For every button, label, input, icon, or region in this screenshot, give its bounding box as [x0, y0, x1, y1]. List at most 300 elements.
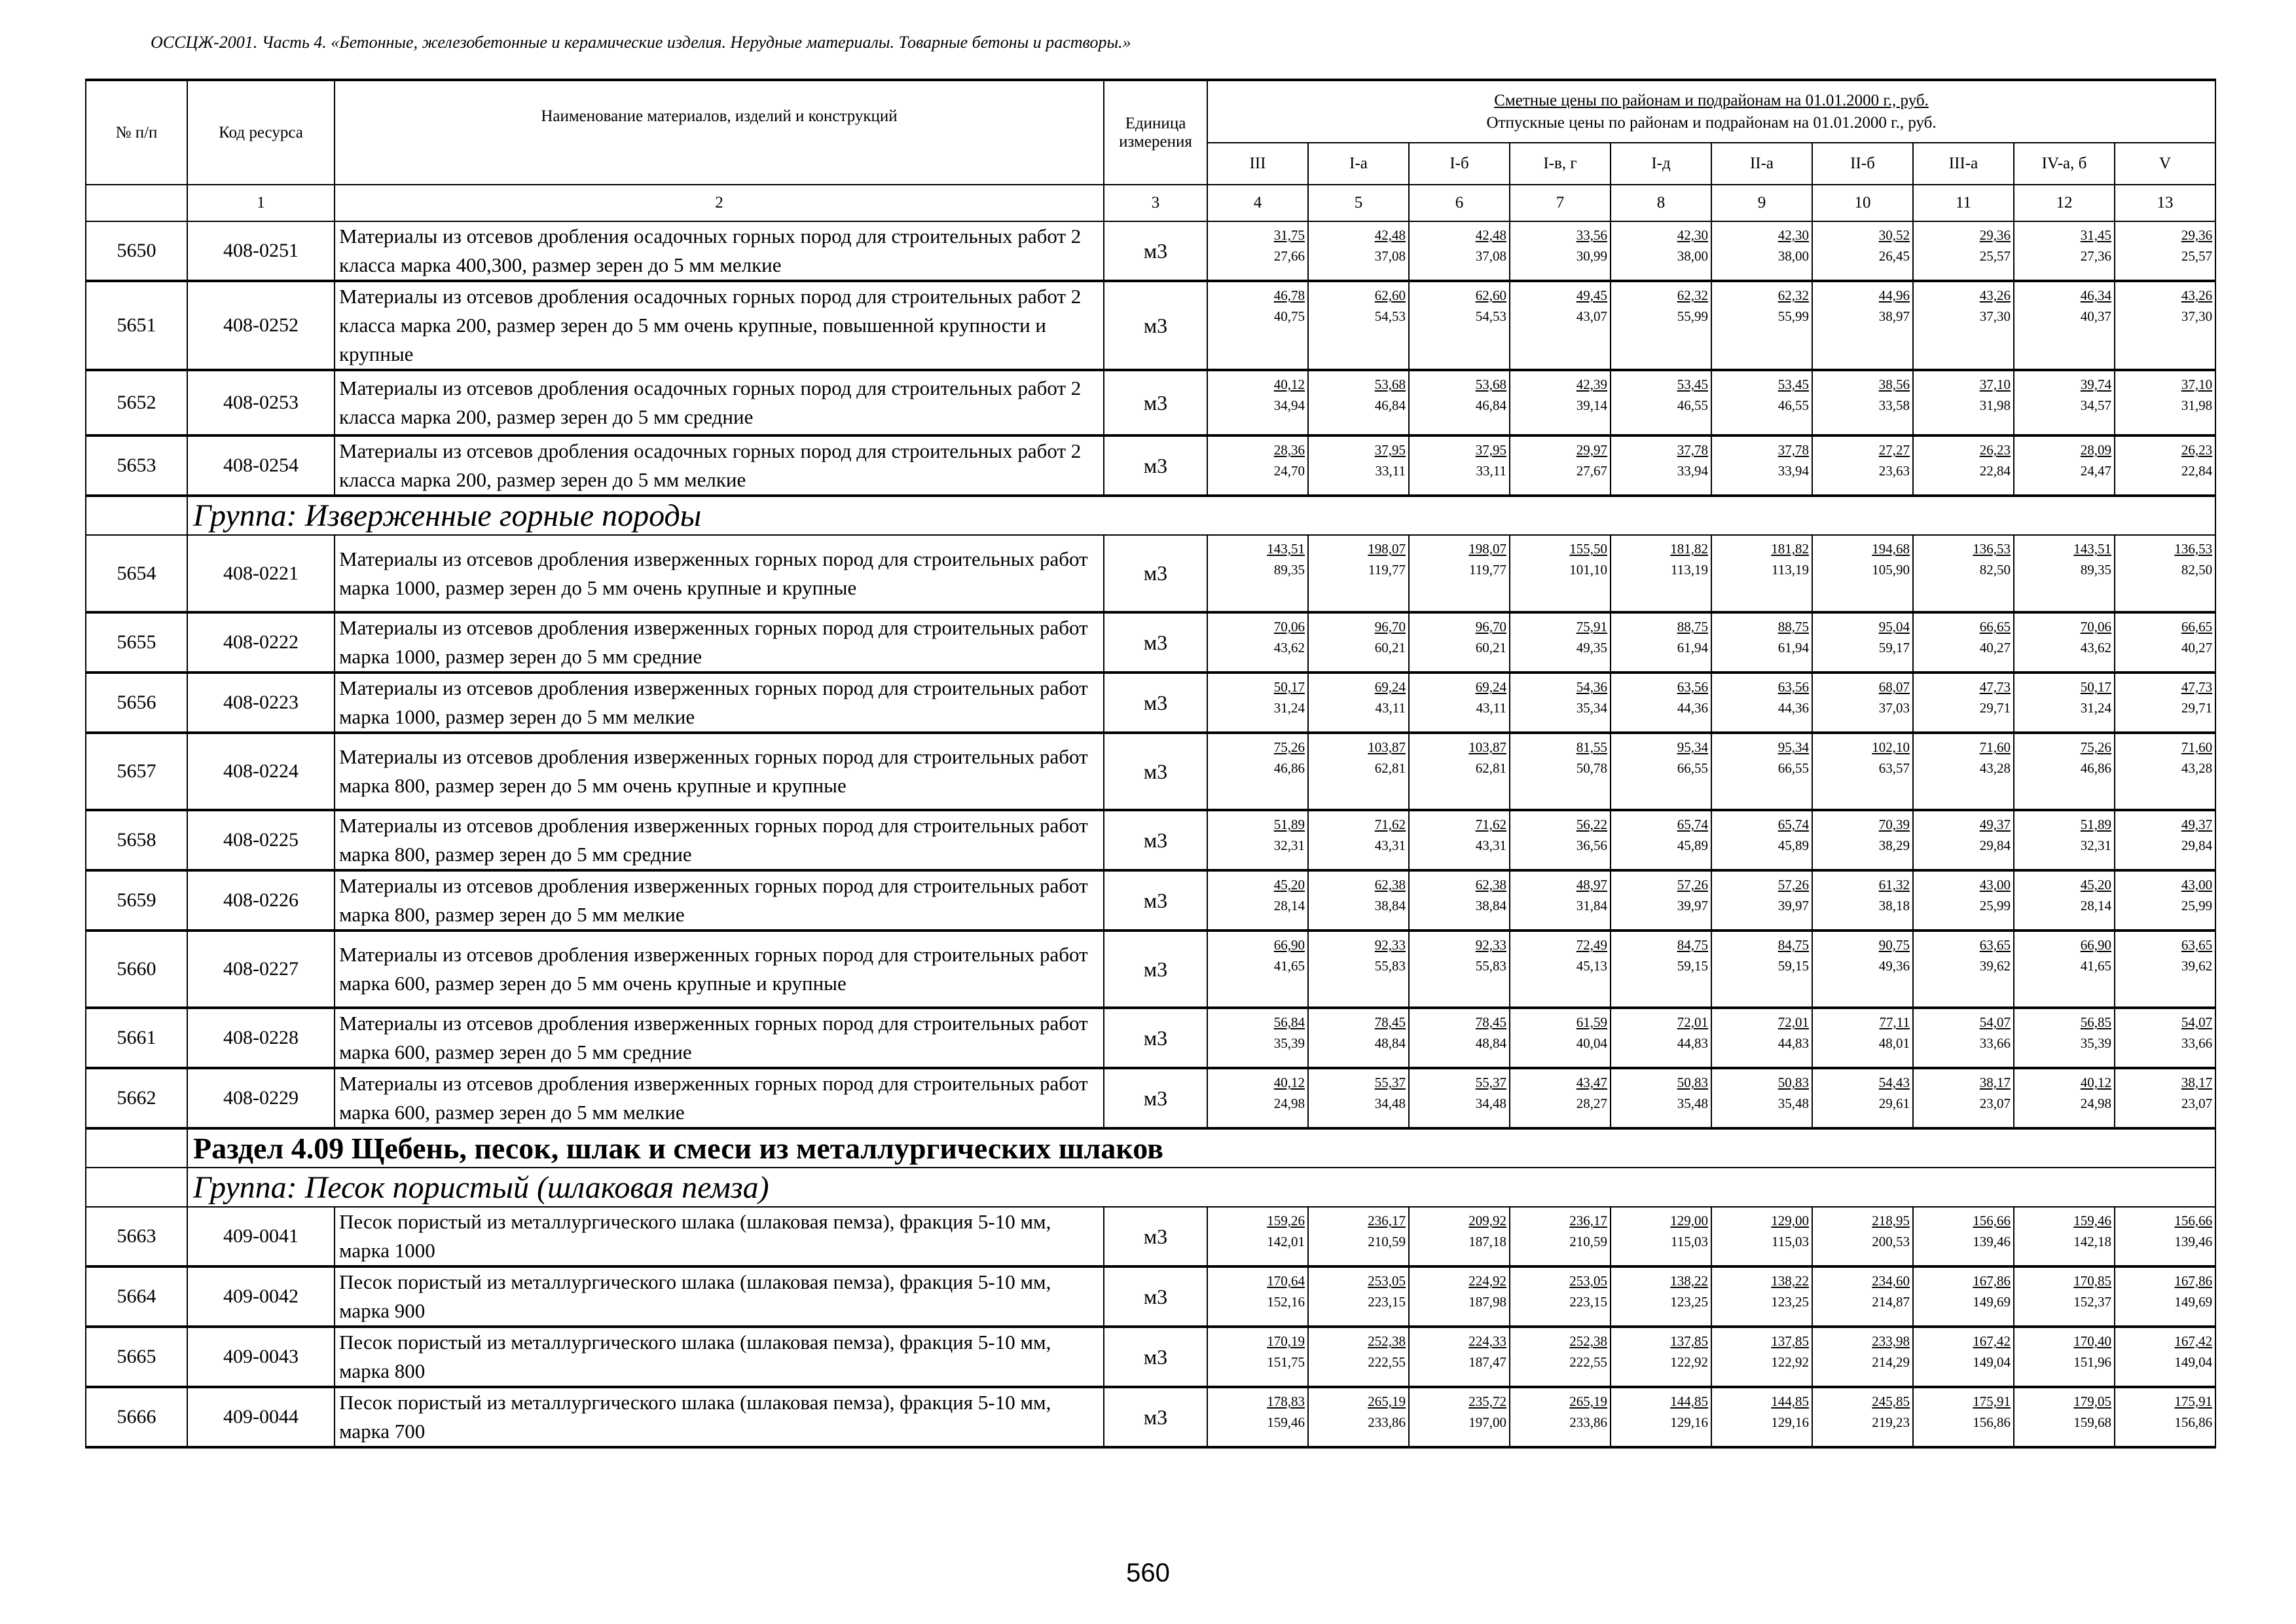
price-cell — [1711, 281, 1812, 370]
price-cell — [2014, 435, 2115, 496]
price-cell — [1308, 1207, 1409, 1266]
release-price: 159,46 — [1267, 1414, 1305, 1430]
release-price: 142,18 — [2073, 1234, 2111, 1249]
row-number: 5663 — [86, 1207, 187, 1266]
release-price: 115,03 — [1671, 1234, 1708, 1249]
release-price: 37,03 — [1878, 700, 1910, 716]
release-price: 187,98 — [1468, 1294, 1506, 1310]
column-number: 7 — [1510, 185, 1611, 221]
estimate-price: 209,92 — [1468, 1213, 1506, 1228]
material-name: Материалы из отсевов дробления осадочных горных пород для строительных работ 2 класса марка 400,300, размер зерен до 5 мм мелкие — [335, 221, 1104, 281]
estimate-price: 49,45 — [1576, 287, 1607, 303]
release-price: 31,98 — [2181, 397, 2213, 413]
estimate-price: 137,85 — [1670, 1333, 1708, 1349]
row-number: 5654 — [86, 535, 187, 612]
price-cell — [2115, 1327, 2215, 1387]
release-price: 222,55 — [1368, 1354, 1406, 1370]
release-price: 29,71 — [1979, 700, 2011, 716]
estimate-price: 44,96 — [1878, 287, 1910, 303]
estimate-price: 92,33 — [1374, 937, 1406, 953]
estimate-price: 84,75 — [1677, 937, 1708, 953]
table-row — [86, 435, 2215, 496]
price-cell — [2115, 1207, 2215, 1266]
estimate-price: 103,87 — [1368, 739, 1406, 755]
price-cell — [1510, 1068, 1611, 1128]
row-number: 5653 — [86, 435, 187, 496]
price-cell — [1812, 535, 1913, 612]
release-price: 29,71 — [2181, 700, 2213, 716]
estimate-price: 170,19 — [1267, 1333, 1305, 1349]
estimate-price: 236,17 — [1569, 1213, 1607, 1228]
release-price: 28,27 — [1576, 1096, 1607, 1111]
release-price: 115,03 — [1772, 1234, 1809, 1249]
release-price: 24,47 — [2080, 463, 2111, 479]
material-name: Материалы из отсевов дробления осадочных горных пород для строительных работ 2 класса марка 200, размер зерен до 5 мм очень крупные, повышенной крупности и крупные — [335, 281, 1104, 370]
release-price: 27,67 — [1576, 463, 1607, 479]
price-cell — [1611, 870, 1711, 931]
table-row — [86, 370, 2215, 435]
release-price: 123,25 — [1771, 1294, 1809, 1310]
estimate-price: 37,10 — [1979, 377, 2011, 392]
estimate-price: 66,90 — [2080, 937, 2111, 953]
table-row — [86, 1327, 2215, 1387]
price-cell — [1308, 612, 1409, 673]
price-cell — [2014, 1207, 2115, 1266]
estimate-price: 31,75 — [1273, 227, 1305, 243]
price-cell — [1308, 1387, 1409, 1447]
estimate-price: 56,84 — [1273, 1014, 1305, 1030]
estimate-price: 42,48 — [1374, 227, 1406, 243]
price-cell — [1913, 1008, 2014, 1068]
release-price: 233,86 — [1368, 1414, 1406, 1430]
estimate-price: 75,26 — [1273, 739, 1305, 755]
release-price: 44,83 — [1777, 1035, 1809, 1051]
price-cell — [1308, 931, 1409, 1008]
price-cell — [2014, 1068, 2115, 1128]
price-cell — [1711, 370, 1812, 435]
table-row — [86, 931, 2215, 1008]
estimate-price: 181,82 — [1670, 541, 1708, 557]
resource-code: 408-0253 — [187, 370, 335, 435]
release-price: 187,47 — [1468, 1354, 1506, 1370]
price-cell — [1308, 810, 1409, 870]
release-price: 46,86 — [1273, 760, 1305, 776]
price-cell — [1711, 1266, 1812, 1327]
release-price: 149,04 — [1973, 1354, 2011, 1370]
release-price: 101,10 — [1569, 562, 1607, 578]
price-cell — [1812, 1207, 1913, 1266]
row-number: 5660 — [86, 931, 187, 1008]
price-cell — [1812, 281, 1913, 370]
unit-cell: м3 — [1104, 1068, 1207, 1128]
estimate-price: 50,83 — [1677, 1075, 1708, 1090]
estimate-price: 143,51 — [1267, 541, 1305, 557]
release-price: 39,62 — [1979, 958, 2011, 974]
estimate-price: 31,45 — [2080, 227, 2111, 243]
row-number: 5659 — [86, 870, 187, 931]
estimate-price: 159,46 — [2073, 1213, 2111, 1228]
unit-cell: м3 — [1104, 1327, 1207, 1387]
unit-cell: м3 — [1104, 810, 1207, 870]
release-price: 37,30 — [1979, 308, 2011, 324]
estimate-price: 50,83 — [1777, 1075, 1809, 1090]
table-row — [86, 281, 2215, 370]
release-price: 45,89 — [1777, 838, 1809, 853]
estimate-price: 96,70 — [1374, 619, 1406, 635]
row-number: 5664 — [86, 1266, 187, 1327]
release-price: 210,59 — [1368, 1234, 1406, 1249]
estimate-price: 92,33 — [1475, 937, 1506, 953]
estimate-price: 129,00 — [1670, 1213, 1708, 1228]
price-cell — [1207, 535, 1308, 612]
estimate-price: 138,22 — [1771, 1273, 1809, 1289]
price-title-estimate: Сметные цены по районам и подрайонам на 01.01.2000 г., руб. — [1494, 91, 1929, 109]
release-price: 149,69 — [2174, 1294, 2213, 1310]
estimate-price: 42,30 — [1777, 227, 1809, 243]
table-row — [86, 1008, 2215, 1068]
release-price: 40,37 — [2080, 308, 2111, 324]
estimate-price: 57,26 — [1677, 877, 1708, 893]
estimate-price: 62,38 — [1374, 877, 1406, 893]
release-price: 60,21 — [1374, 640, 1406, 655]
price-cell — [1510, 221, 1611, 281]
estimate-price: 37,95 — [1374, 442, 1406, 458]
material-name: Материалы из отсевов дробления изверженных горных пород для строительных работ марка 600, размер зерен до 5 мм очень крупные и крупные — [335, 931, 1104, 1008]
material-name: Материалы из отсевов дробления осадочных горных пород для строительных работ 2 класса марка 200, размер зерен до 5 мм мелкие — [335, 435, 1104, 496]
estimate-price: 70,39 — [1878, 817, 1910, 832]
estimate-price: 61,32 — [1878, 877, 1910, 893]
unit-cell: м3 — [1104, 221, 1207, 281]
release-price: 31,24 — [2080, 700, 2111, 716]
material-name: Материалы из отсевов дробления изверженных горных пород для строительных работ марка 800, размер зерен до 5 мм мелкие — [335, 870, 1104, 931]
release-price: 89,35 — [2080, 562, 2111, 578]
estimate-price: 156,66 — [1973, 1213, 2011, 1228]
release-price: 233,86 — [1569, 1414, 1607, 1430]
table-row — [86, 1387, 2215, 1447]
price-cell — [1308, 1327, 1409, 1387]
release-price: 129,16 — [1670, 1414, 1708, 1430]
release-price: 49,35 — [1576, 640, 1607, 655]
resource-code: 408-0229 — [187, 1068, 335, 1128]
estimate-price: 175,91 — [1973, 1393, 2011, 1409]
price-cell — [1611, 1207, 1711, 1266]
release-price: 33,66 — [1979, 1035, 2011, 1051]
release-price: 55,83 — [1475, 958, 1506, 974]
price-cell — [1611, 370, 1711, 435]
unit-cell: м3 — [1104, 370, 1207, 435]
price-cell — [1409, 733, 1510, 810]
release-price: 55,99 — [1777, 308, 1809, 324]
release-price: 40,27 — [1979, 640, 2011, 655]
release-price: 32,31 — [2080, 838, 2111, 853]
price-cell — [1711, 1207, 1812, 1266]
estimate-price: 245,85 — [1872, 1393, 1910, 1409]
column-number: 5 — [1308, 185, 1409, 221]
price-cell — [2115, 733, 2215, 810]
price-cell — [1510, 1327, 1611, 1387]
price-cell — [1308, 535, 1409, 612]
price-cell — [1711, 733, 1812, 810]
price-cell — [2014, 931, 2115, 1008]
estimate-price: 38,17 — [2181, 1075, 2213, 1090]
table-row — [86, 870, 2215, 931]
row-number: 5652 — [86, 370, 187, 435]
row-number: 5665 — [86, 1327, 187, 1387]
release-price: 36,56 — [1576, 838, 1607, 853]
release-price: 41,65 — [2080, 958, 2111, 974]
price-cell — [1207, 370, 1308, 435]
release-price: 44,36 — [1677, 700, 1708, 716]
estimate-price: 167,86 — [1973, 1273, 2011, 1289]
release-price: 31,24 — [1273, 700, 1305, 716]
price-cell — [1308, 870, 1409, 931]
release-price: 123,25 — [1670, 1294, 1708, 1310]
row-number: 5655 — [86, 612, 187, 673]
price-cell — [1207, 1068, 1308, 1128]
price-cell — [1409, 1387, 1510, 1447]
row-number: 5650 — [86, 221, 187, 281]
price-cell — [1308, 370, 1409, 435]
estimate-price: 72,49 — [1576, 937, 1607, 953]
column-number: 3 — [1104, 185, 1207, 221]
table-row — [86, 810, 2215, 870]
release-price: 34,48 — [1475, 1096, 1506, 1111]
estimate-price: 51,89 — [2080, 817, 2111, 832]
estimate-price: 30,52 — [1878, 227, 1910, 243]
estimate-price: 40,12 — [1273, 1075, 1305, 1090]
release-price: 119,77 — [1469, 562, 1506, 578]
column-number: 13 — [2115, 185, 2215, 221]
release-price: 31,84 — [1576, 898, 1607, 913]
release-price: 122,92 — [1670, 1354, 1708, 1370]
estimate-price: 72,01 — [1677, 1014, 1708, 1030]
price-cell — [1913, 221, 2014, 281]
material-name: Материалы из отсевов дробления изверженных горных пород для строительных работ марка 1000, размер зерен до 5 мм мелкие — [335, 673, 1104, 733]
estimate-price: 224,92 — [1468, 1273, 1506, 1289]
price-cell — [1611, 810, 1711, 870]
release-price: 33,11 — [1375, 463, 1406, 479]
price-cell — [1812, 435, 1913, 496]
release-price: 39,14 — [1576, 397, 1607, 413]
region-header: III-а — [1913, 143, 2014, 185]
estimate-price: 71,62 — [1374, 817, 1406, 832]
estimate-price: 45,20 — [2080, 877, 2111, 893]
price-cell — [1611, 221, 1711, 281]
column-number: 12 — [2014, 185, 2115, 221]
release-price: 25,99 — [1979, 898, 2011, 913]
estimate-price: 252,38 — [1569, 1333, 1607, 1349]
price-cell — [1207, 612, 1308, 673]
col-header-code: Код ресурса — [187, 80, 335, 185]
column-number-row — [86, 185, 2215, 221]
estimate-price: 50,17 — [1273, 679, 1305, 695]
estimate-price: 50,17 — [2080, 679, 2111, 695]
column-number: 11 — [1913, 185, 2014, 221]
estimate-price: 55,37 — [1475, 1075, 1506, 1090]
price-cell — [1711, 1387, 1812, 1447]
release-price: 33,58 — [1878, 397, 1910, 413]
price-cell — [2115, 535, 2215, 612]
estimate-price: 69,24 — [1475, 679, 1506, 695]
row-number: 5666 — [86, 1387, 187, 1447]
price-table — [85, 79, 2216, 1449]
resource-code: 408-0225 — [187, 810, 335, 870]
release-price: 139,46 — [1973, 1234, 2011, 1249]
col-header-num: № п/п — [86, 80, 187, 185]
release-price: 49,36 — [1878, 958, 1910, 974]
region-header: III — [1207, 143, 1308, 185]
heading-spacer — [86, 1168, 187, 1207]
unit-cell: м3 — [1104, 673, 1207, 733]
price-cell — [2014, 612, 2115, 673]
estimate-price: 84,75 — [1777, 937, 1809, 953]
region-header: I-в, г — [1510, 143, 1611, 185]
release-price: 156,86 — [2174, 1414, 2213, 1430]
release-price: 23,07 — [2181, 1096, 2213, 1111]
release-price: 38,29 — [1878, 838, 1910, 853]
resource-code: 409-0044 — [187, 1387, 335, 1447]
price-cell — [2014, 221, 2115, 281]
estimate-price: 53,45 — [1677, 377, 1708, 392]
price-cell — [1207, 1008, 1308, 1068]
price-cell — [1812, 612, 1913, 673]
release-price: 54,53 — [1475, 308, 1506, 324]
column-number: 10 — [1812, 185, 1913, 221]
table-row — [86, 535, 2215, 612]
release-price: 149,04 — [2174, 1354, 2213, 1370]
estimate-price: 56,22 — [1576, 817, 1607, 832]
release-price: 41,65 — [1273, 958, 1305, 974]
price-cell — [1207, 435, 1308, 496]
estimate-price: 137,85 — [1771, 1333, 1809, 1349]
price-cell — [1611, 1008, 1711, 1068]
price-cell — [1812, 810, 1913, 870]
price-cell — [2014, 1008, 2115, 1068]
price-cell — [1409, 1266, 1510, 1327]
estimate-price: 95,04 — [1878, 619, 1910, 635]
row-number: 5656 — [86, 673, 187, 733]
release-price: 61,94 — [1677, 640, 1708, 655]
row-number: 5661 — [86, 1008, 187, 1068]
group-title: Группа: Песок пористый (шлаковая пемза) — [187, 1168, 2215, 1207]
release-price: 33,94 — [1777, 463, 1809, 479]
price-cell — [1409, 1327, 1510, 1387]
estimate-price: 71,60 — [1979, 739, 2011, 755]
unit-cell: м3 — [1104, 1387, 1207, 1447]
price-cell — [1611, 1387, 1711, 1447]
release-price: 119,77 — [1368, 562, 1406, 578]
estimate-price: 129,00 — [1771, 1213, 1809, 1228]
release-price: 46,84 — [1475, 397, 1506, 413]
estimate-price: 95,34 — [1677, 739, 1708, 755]
price-cell — [1913, 1207, 2014, 1266]
estimate-price: 54,43 — [1878, 1075, 1910, 1090]
release-price: 37,08 — [1475, 248, 1506, 264]
section-heading-row — [86, 1128, 2215, 1168]
row-number: 5658 — [86, 810, 187, 870]
heading-spacer — [86, 496, 187, 535]
material-name: Материалы из отсевов дробления осадочных горных пород для строительных работ 2 класса марка 200, размер зерен до 5 мм средние — [335, 370, 1104, 435]
release-price: 22,84 — [1979, 463, 2011, 479]
estimate-price: 167,86 — [2174, 1273, 2213, 1289]
release-price: 113,19 — [1772, 562, 1809, 578]
release-price: 50,78 — [1576, 760, 1607, 776]
estimate-price: 55,37 — [1374, 1075, 1406, 1090]
release-price: 29,84 — [1979, 838, 2011, 853]
col-header-prices — [1207, 80, 2215, 143]
estimate-price: 48,97 — [1576, 877, 1607, 893]
release-price: 31,98 — [1979, 397, 2011, 413]
resource-code: 408-0224 — [187, 733, 335, 810]
unit-cell: м3 — [1104, 733, 1207, 810]
estimate-price: 63,56 — [1677, 679, 1708, 695]
price-cell — [2115, 673, 2215, 733]
price-cell — [1207, 221, 1308, 281]
unit-cell: м3 — [1104, 1207, 1207, 1266]
estimate-price: 65,74 — [1677, 817, 1708, 832]
estimate-price: 235,72 — [1468, 1393, 1506, 1409]
release-price: 43,31 — [1374, 838, 1406, 853]
release-price: 30,99 — [1576, 248, 1607, 264]
material-name: Материалы из отсевов дробления изверженных горных пород для строительных работ марка 1000, размер зерен до 5 мм очень крупные и крупные — [335, 535, 1104, 612]
estimate-price: 68,07 — [1878, 679, 1910, 695]
estimate-price: 136,53 — [1973, 541, 2011, 557]
estimate-price: 218,95 — [1872, 1213, 1910, 1228]
region-header: I-а — [1308, 143, 1409, 185]
release-price: 48,84 — [1374, 1035, 1406, 1051]
release-price: 34,57 — [2080, 397, 2111, 413]
price-cell — [2115, 1387, 2215, 1447]
release-price: 43,11 — [1375, 700, 1406, 716]
estimate-price: 54,07 — [2181, 1014, 2213, 1030]
estimate-price: 43,00 — [2181, 877, 2213, 893]
region-header: IV-а, б — [2014, 143, 2115, 185]
material-name: Материалы из отсевов дробления изверженных горных пород для строительных работ марка 800, размер зерен до 5 мм средние — [335, 810, 1104, 870]
estimate-price: 39,74 — [2080, 377, 2111, 392]
estimate-price: 72,01 — [1777, 1014, 1809, 1030]
price-cell — [1611, 435, 1711, 496]
estimate-price: 42,48 — [1475, 227, 1506, 243]
release-price: 187,18 — [1468, 1234, 1506, 1249]
price-cell — [1409, 810, 1510, 870]
estimate-price: 33,56 — [1576, 227, 1607, 243]
resource-code: 408-0223 — [187, 673, 335, 733]
price-cell — [2014, 1387, 2115, 1447]
estimate-price: 66,65 — [1979, 619, 2011, 635]
price-cell — [1913, 870, 2014, 931]
material-name: Материалы из отсевов дробления изверженных горных пород для строительных работ марка 600, размер зерен до 5 мм средние — [335, 1008, 1104, 1068]
price-cell — [2115, 370, 2215, 435]
estimate-price: 42,30 — [1677, 227, 1708, 243]
page-number: 560 — [1126, 1559, 1170, 1587]
estimate-price: 224,33 — [1468, 1333, 1506, 1349]
release-price: 55,83 — [1374, 958, 1406, 974]
estimate-price: 43,26 — [1979, 287, 2011, 303]
region-header: V — [2115, 143, 2215, 185]
price-cell — [1711, 612, 1812, 673]
price-cell — [1711, 673, 1812, 733]
price-cell — [2115, 810, 2215, 870]
price-cell — [1611, 931, 1711, 1008]
estimate-price: 96,70 — [1475, 619, 1506, 635]
estimate-price: 54,36 — [1576, 679, 1607, 695]
price-cell — [1812, 673, 1913, 733]
release-price: 27,36 — [2080, 248, 2111, 264]
estimate-price: 88,75 — [1677, 619, 1708, 635]
release-price: 35,34 — [1576, 700, 1607, 716]
estimate-price: 198,07 — [1468, 541, 1506, 557]
release-price: 35,48 — [1677, 1096, 1708, 1111]
